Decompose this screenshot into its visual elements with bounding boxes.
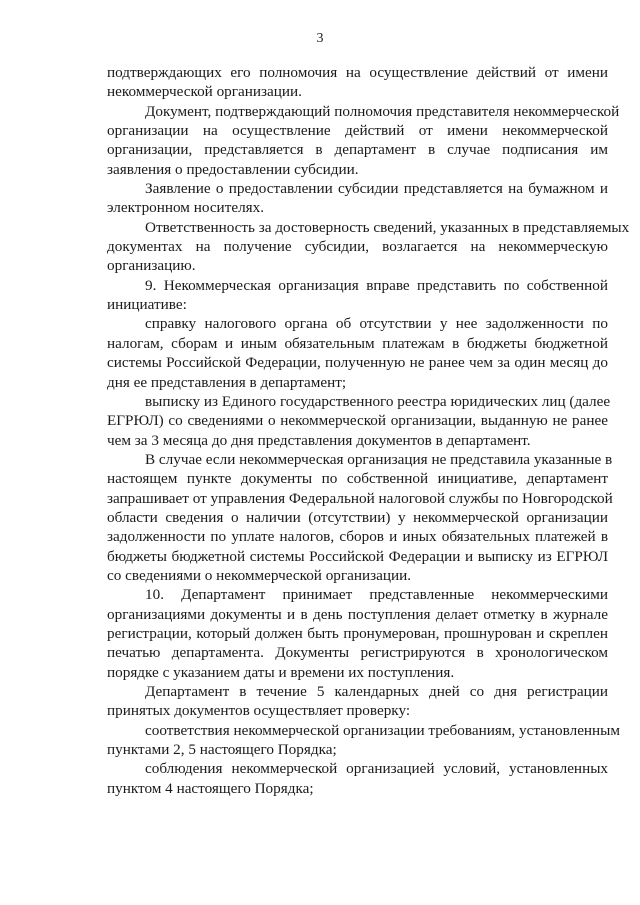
- document-body: [107, 63, 630, 798]
- text-line: некоммерческой организации.: [107, 83, 302, 101]
- text-line: налогам, сборам и иным обязательным платежам в бюджеты бюджетной: [107, 334, 608, 352]
- text-line: чем за 3 месяца до дня представления документов в департамент.: [107, 431, 531, 449]
- text-line: пунктами 2, 5 настоящего Порядка;: [107, 741, 337, 759]
- text-line: соответствия некоммерческой организации требованиям, установленным: [145, 721, 621, 739]
- text-line: Ответственность за достоверность сведений, указанных в представляемых: [145, 218, 630, 236]
- text-line: регистрации, который должен быть пронумерован, прошнурован и скреплен: [107, 624, 608, 642]
- text-line: организации на осуществление действий от имени некоммерческой: [107, 122, 608, 140]
- text-line: 9. Некоммерческая организация вправе представить по собственной: [145, 276, 608, 294]
- paragraph-clause-9: [107, 276, 608, 315]
- text-line: соблюдения некоммерческой организацией условий, установленных: [145, 760, 608, 778]
- paragraph-conditions-compliance: [107, 759, 608, 798]
- text-line: ЕГРЮЛ) со сведениями о некоммерческой организации, выданную не ранее: [107, 412, 608, 430]
- text-line: выписку из Единого государственного реестра юридических лиц (далее: [145, 392, 611, 410]
- text-line: Департамент в течение 5 календарных дней со дня регистрации: [145, 683, 608, 700]
- paragraph-tax-certificate: [107, 314, 608, 391]
- text-line: 10. Департамент принимает представленные некоммерческими: [145, 586, 608, 604]
- text-line: порядке с указанием даты и времени их поступления.: [107, 663, 455, 681]
- text-line: организацию.: [107, 257, 196, 275]
- text-line: области сведения о наличии (отсутствии) у некоммерческой организации: [107, 508, 608, 526]
- text-line: пунктом 4 настоящего Порядка;: [107, 779, 314, 797]
- text-line: настоящем пункте документы по собственной инициативе, департамент: [107, 470, 608, 488]
- page-number: 3: [316, 31, 324, 46]
- paragraph-verification: [107, 682, 608, 721]
- text-line: системы Российской Федерации, полученную не ранее чем за один месяц до: [107, 354, 608, 372]
- text-line: инициативе:: [107, 296, 187, 314]
- paragraph-authority-confirmation: [107, 63, 608, 102]
- text-line: запрашивает от управления Федеральной налоговой службы по Новгородской: [107, 489, 613, 507]
- text-line: Заявление о предоставлении субсидии представляется на бумажном и: [145, 180, 608, 198]
- text-line: заявления о предоставлении субсидии.: [107, 160, 359, 178]
- text-line: подтверждающих его полномочия на осуществление действий от имени: [107, 64, 608, 81]
- text-line: со сведениями о некоммерческой организации.: [107, 566, 412, 584]
- paragraph-egrul-extract: [107, 392, 611, 450]
- text-line: В случае если некоммерческая организация не представила указанные в: [145, 450, 613, 468]
- text-line: Документ, подтверждающий полномочия представителя некоммерческой: [145, 102, 620, 120]
- paragraph-application-media: [107, 179, 608, 218]
- paragraph-requirements-compliance: [107, 721, 621, 760]
- text-line: справку налогового органа об отсутствии у нее задолженности по: [145, 315, 608, 333]
- paragraph-responsibility: [107, 218, 630, 276]
- text-line: организациями документы и в день поступления делает отметку в журнале: [107, 605, 608, 623]
- text-line: организации, представляется в департамент в случае подписания им: [107, 141, 608, 159]
- paragraph-representative-document: [107, 102, 620, 179]
- text-line: электронном носителях.: [107, 199, 265, 217]
- text-line: печатью департамента. Документы регистрируются в хронологическом: [107, 644, 608, 662]
- text-line: принятых документов осуществляет проверку:: [107, 702, 411, 720]
- text-line: дня ее представления в департамент;: [107, 373, 347, 391]
- paragraph-department-request: [107, 450, 613, 585]
- text-line: бюджеты бюджетной системы Российской Федерации и выписку из ЕГРЮЛ: [107, 547, 608, 565]
- text-line: документах на получение субсидии, возлагается на некоммерческую: [107, 238, 608, 256]
- text-line: задолженности по уплате налогов, сборов и иных обязательных платежей в: [107, 528, 608, 546]
- paragraph-clause-10: [107, 585, 608, 682]
